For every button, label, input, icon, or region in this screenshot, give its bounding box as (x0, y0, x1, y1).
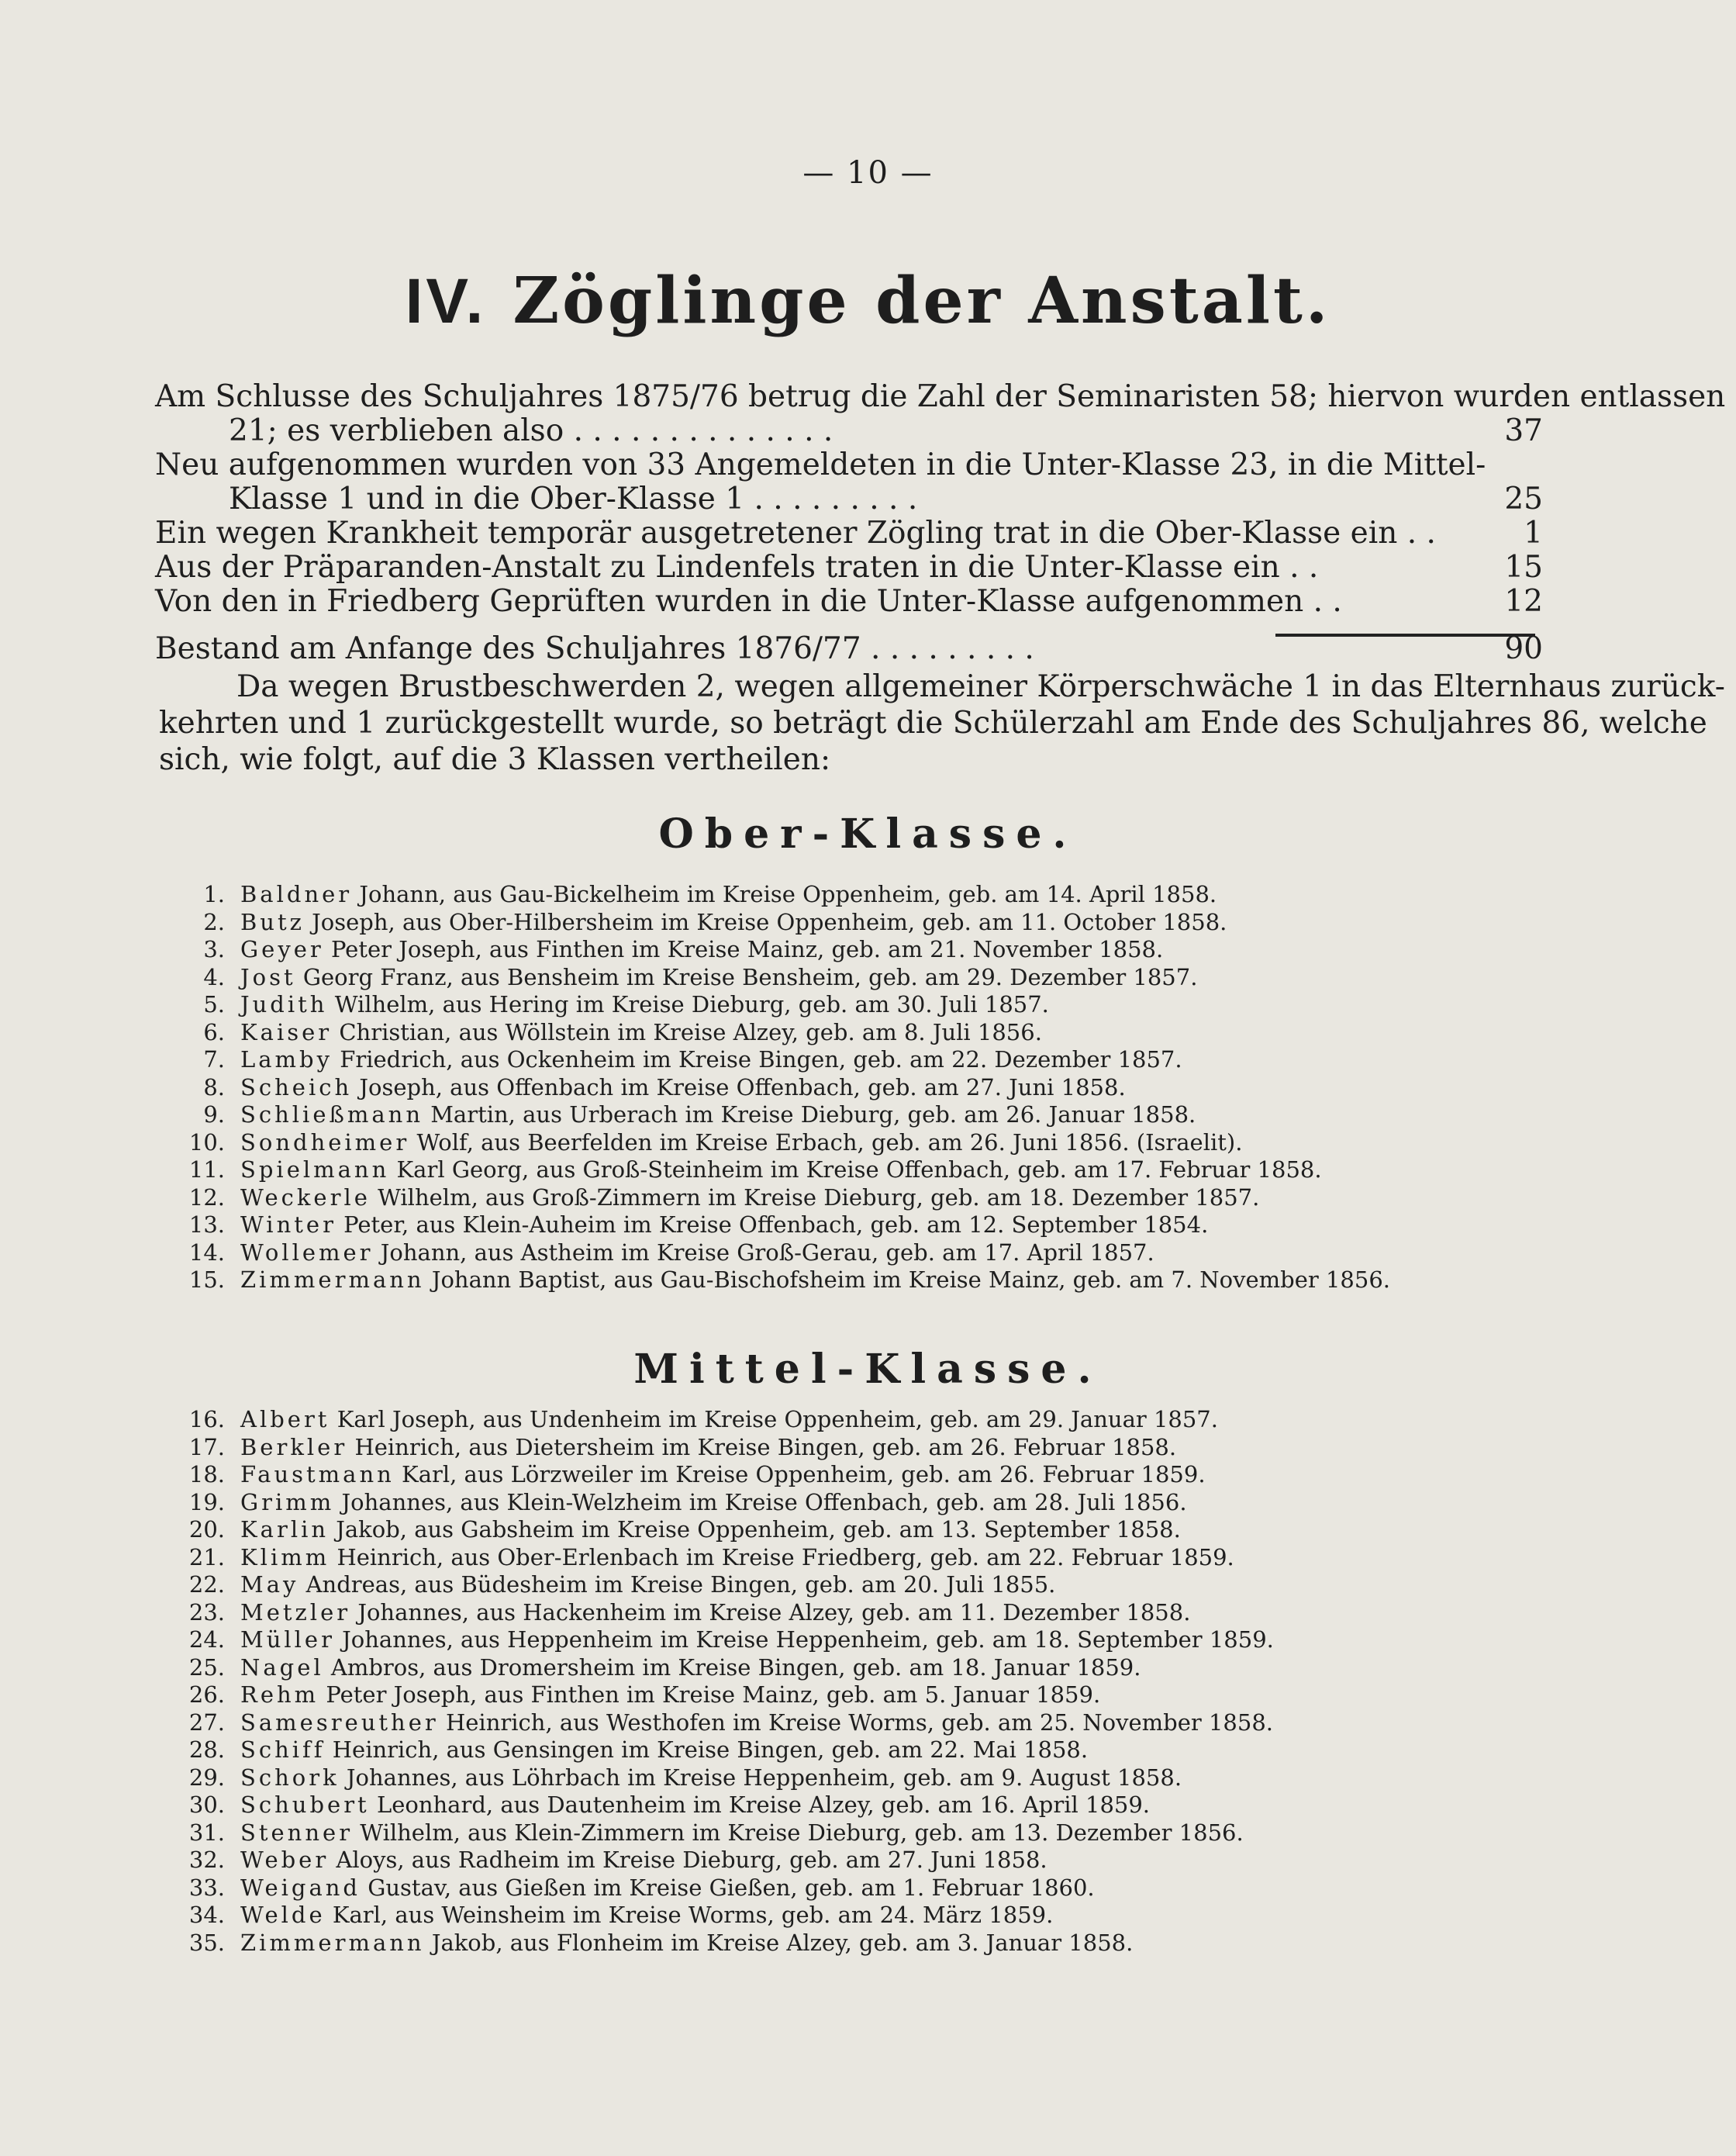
student-surname: Judith (240, 991, 328, 1018)
student-surname: Zimmermann (240, 1266, 425, 1293)
summary-number: 37 (1504, 413, 1543, 448)
student-info: Heinrich, aus Dietersheim im Kreise Bingen, geb. am 26. Februar 1858. (354, 1433, 1177, 1460)
summary-text: Am Schlusse des Schuljahres 1875/76 betrug die Zahl der Seminaristen 58; hiervon wurden entlassen (155, 379, 1726, 414)
student-details (240, 1709, 1273, 1737)
student-number: 4. (203, 963, 225, 990)
summary-number: 1 (1524, 516, 1543, 551)
student-surname: Berkler (240, 1433, 348, 1460)
student-number: 1. (203, 881, 225, 907)
student-number: 12. (188, 1183, 225, 1211)
student-surname: Kaiser (240, 1018, 333, 1045)
student-surname: Spielmann (240, 1156, 390, 1183)
student-details (240, 991, 1049, 1019)
student-info: Johannes, aus Hackenheim im Kreise Alzey, geb. am 11. Dezember 1858. (357, 1598, 1191, 1626)
student-number: 7. (203, 1046, 225, 1073)
student-details (240, 1074, 1126, 1102)
total-number: 90 (1504, 631, 1543, 666)
student-details (240, 1461, 1206, 1489)
student-details (240, 1681, 1100, 1709)
summary-number: 15 (1504, 550, 1543, 585)
student-details (240, 1156, 1322, 1184)
student-number: 17. (188, 1433, 225, 1460)
student-details (240, 1184, 1259, 1212)
paragraph-line: kehrten und 1 zurückgestellt wurde, so beträgt die Schülerzahl am Ende des Schuljahres 86, welche (159, 706, 1707, 741)
student-details (240, 1874, 1095, 1902)
summary-row (155, 585, 1543, 619)
student-number: 6. (203, 1018, 225, 1045)
summary-row (155, 448, 1543, 482)
student-details (240, 964, 1197, 992)
summary-number: 25 (1504, 482, 1543, 517)
mittel-klasse-heading: Mittel-Klasse. (633, 1346, 1103, 1393)
student-surname: Weber (240, 1847, 330, 1873)
student-surname: Metzler (240, 1598, 351, 1626)
student-surname: Butz (240, 908, 305, 935)
student-number: 16. (188, 1406, 225, 1432)
student-surname: Nagel (240, 1653, 324, 1681)
student-details (240, 1599, 1190, 1627)
student-surname: May (240, 1571, 299, 1598)
intro-paragraph (159, 669, 1725, 778)
student-surname: Klimm (240, 1543, 330, 1570)
summary-number: 12 (1504, 584, 1543, 619)
student-info: Joseph, aus Ober-Hilbersheim im Kreise Oppenheim, geb. am 11. October 1858. (312, 908, 1227, 935)
summary-row (155, 517, 1543, 551)
student-info: Andreas, aus Büdesheim im Kreise Bingen, geb. am 20. Juli 1855. (305, 1571, 1056, 1598)
student-surname: Weigand (240, 1874, 361, 1901)
student-details (240, 1847, 1047, 1874)
student-info: Peter Joseph, aus Finthen im Kreise Mainz, geb. am 5. Januar 1859. (326, 1681, 1101, 1708)
student-details (240, 1626, 1274, 1654)
student-number: 32. (188, 1847, 225, 1873)
student-surname: Sondheimer (240, 1128, 410, 1156)
student-surname: Baldner (240, 881, 353, 907)
student-number: 25. (188, 1653, 225, 1681)
student-details (240, 1489, 1187, 1517)
student-info: Johannes, aus Klein-Welzheim im Kreise Offenbach, geb. am 28. Juli 1856. (341, 1488, 1187, 1515)
student-number: 21. (188, 1543, 225, 1570)
student-number: 24. (188, 1626, 225, 1653)
student-details (240, 1211, 1208, 1239)
student-details (240, 1791, 1150, 1819)
student-info: Johannes, aus Heppenheim im Kreise Heppenheim, geb. am 18. September 1859. (342, 1626, 1274, 1653)
title-text: Zöglinge der Anstalt. (513, 264, 1331, 338)
summary-row (155, 551, 1543, 585)
total-row (155, 632, 1543, 666)
page-title (0, 264, 1736, 338)
student-number: 23. (188, 1598, 225, 1626)
student-info: Martin, aus Urberach im Kreise Dieburg, geb. am 26. Januar 1858. (430, 1101, 1196, 1128)
student-surname: Zimmermann (240, 1929, 425, 1956)
student-details (240, 1654, 1141, 1682)
student-number: 27. (188, 1709, 225, 1736)
student-info: Johann, aus Astheim im Kreise Groß-Gerau, geb. am 17. April 1857. (380, 1239, 1154, 1266)
student-surname: Grimm (240, 1488, 335, 1515)
enrollment-summary (155, 379, 1726, 619)
student-info: Friedrich, aus Ockenheim im Kreise Bingen, geb. am 22. Dezember 1857. (340, 1046, 1182, 1073)
student-number: 13. (188, 1211, 225, 1238)
student-details (240, 909, 1227, 937)
student-info: Georg Franz, aus Bensheim im Kreise Bensheim, geb. am 29. Dezember 1857. (302, 963, 1198, 990)
student-number: 8. (203, 1073, 225, 1100)
student-info: Karl, aus Lörzweiler im Kreise Oppenheim, geb. am 26. Februar 1859. (402, 1461, 1206, 1487)
student-info: Johannes, aus Löhrbach im Kreise Heppenheim, geb. am 9. August 1858. (346, 1764, 1182, 1791)
summary-text: 21; es verblieben also . . . . . . . . . . . . . . (229, 413, 833, 448)
student-number: 3. (203, 936, 225, 962)
student-details (240, 1516, 1181, 1544)
student-number: 30. (188, 1791, 225, 1818)
student-info: Wilhelm, aus Klein-Zimmern im Kreise Dieburg, geb. am 13. Dezember 1856. (360, 1819, 1244, 1846)
student-number: 19. (188, 1488, 225, 1515)
student-info: Gustav, aus Gießen im Kreise Gießen, geb. am 1. Februar 1860. (368, 1874, 1095, 1901)
student-number: 26. (188, 1681, 225, 1708)
student-surname: Müller (240, 1626, 335, 1653)
student-info: Peter Joseph, aus Finthen im Kreise Mainz, geb. am 21. November 1858. (330, 936, 1164, 962)
student-details (240, 1764, 1182, 1792)
student-info: Wilhelm, aus Hering im Kreise Dieburg, geb. am 30. Juli 1857. (334, 991, 1049, 1018)
total-text: Bestand am Anfange des Schuljahres 1876/77 . . . . . . . . . (155, 631, 1034, 666)
student-details (240, 1736, 1088, 1764)
summary-text: Von den in Friedberg Geprüften wurden in die Unter-Klasse aufgenommen . . (155, 584, 1342, 619)
student-surname: Jost (240, 963, 296, 990)
student-info: Heinrich, aus Westhofen im Kreise Worms, geb. am 25. November 1858. (445, 1709, 1273, 1736)
student-details (240, 936, 1163, 964)
student-surname: Winter (240, 1211, 337, 1238)
student-surname: Wollemer (240, 1239, 374, 1266)
student-details (240, 1129, 1242, 1157)
student-number: 29. (188, 1764, 225, 1791)
student-details (240, 1019, 1042, 1047)
student-surname: Samesreuther (240, 1709, 439, 1736)
student-details (240, 1046, 1182, 1074)
student-number: 14. (188, 1239, 225, 1266)
student-number: 15. (188, 1266, 225, 1293)
student-surname: Scheich (240, 1073, 353, 1100)
student-surname: Schiff (240, 1736, 326, 1763)
student-details (240, 881, 1217, 909)
student-info: Karl Joseph, aus Undenheim im Kreise Oppenheim, geb. am 29. Januar 1857. (337, 1406, 1218, 1432)
student-number: 28. (188, 1736, 225, 1763)
title-numeral: IV. (405, 266, 487, 337)
student-surname: Stenner (240, 1819, 354, 1846)
student-surname: Schork (240, 1764, 340, 1791)
student-details (240, 1239, 1154, 1267)
student-details (240, 1101, 1196, 1129)
student-number: 2. (203, 908, 225, 935)
student-info: Leonhard, aus Dautenheim im Kreise Alzey, geb. am 16. April 1859. (376, 1791, 1151, 1818)
student-surname: Karlin (240, 1516, 330, 1543)
student-surname: Schubert (240, 1791, 370, 1818)
ober-klasse-heading: Ober-Klasse. (658, 810, 1078, 858)
summary-row (155, 379, 1726, 414)
student-info: Johann Baptist, aus Gau-Bischofsheim im Kreise Mainz, geb. am 7. November 1856. (431, 1266, 1390, 1293)
student-details (240, 1930, 1133, 1957)
student-surname: Schließmann (240, 1101, 424, 1128)
summary-text: Neu aufgenommen wurden von 33 Angemeldeten in die Unter-Klasse 23, in die Mittel- (155, 447, 1486, 482)
student-info: Wilhelm, aus Groß-Zimmern im Kreise Dieburg, geb. am 18. Dezember 1857. (378, 1183, 1260, 1211)
student-number: 34. (188, 1902, 225, 1928)
student-surname: Lamby (240, 1046, 333, 1073)
summary-row (155, 482, 1543, 517)
student-number: 9. (203, 1101, 225, 1128)
student-info: Karl, aus Weinsheim im Kreise Worms, geb. am 24. März 1859. (332, 1902, 1054, 1928)
student-surname: Albert (240, 1406, 330, 1432)
student-number: 20. (188, 1516, 225, 1543)
student-number: 10. (188, 1128, 225, 1156)
summary-text: Klasse 1 und in die Ober-Klasse 1 . . . . . . . . . (229, 482, 918, 517)
student-info: Joseph, aus Offenbach im Kreise Offenbach, geb. am 27. Juni 1858. (359, 1073, 1126, 1100)
student-info: Peter, aus Klein-Auheim im Kreise Offenbach, geb. am 12. September 1854. (343, 1211, 1209, 1238)
student-info: Christian, aus Wöllstein im Kreise Alzey, geb. am 8. Juli 1856. (339, 1018, 1042, 1045)
student-details (240, 1434, 1176, 1462)
student-number: 18. (188, 1461, 225, 1487)
student-details (240, 1406, 1218, 1434)
student-surname: Faustmann (240, 1461, 395, 1487)
student-info: Jakob, aus Gabsheim im Kreise Oppenheim, geb. am 13. September 1858. (336, 1516, 1181, 1543)
student-number: 31. (188, 1819, 225, 1846)
student-info: Johann, aus Gau-Bickelheim im Kreise Oppenheim, geb. am 14. April 1858. (359, 881, 1217, 907)
student-details (240, 1902, 1053, 1930)
summary-text: Ein wegen Krankheit temporär ausgetretener Zögling trat in die Ober-Klasse ein . . (155, 516, 1436, 551)
student-surname: Geyer (240, 936, 324, 962)
student-info: Ambros, aus Dromersheim im Kreise Bingen, geb. am 18. Januar 1859. (330, 1653, 1141, 1681)
paragraph-line: sich, wie folgt, auf die 3 Klassen vertheilen: (159, 742, 831, 777)
student-surname: Welde (240, 1902, 326, 1928)
paragraph-line: Da wegen Brustbeschwerden 2, wegen allgemeiner Körperschwäche 1 in das Elternhaus zurück- (236, 669, 1725, 704)
student-number: 33. (188, 1874, 225, 1901)
student-number: 5. (203, 991, 225, 1018)
summary-row (155, 414, 1543, 448)
student-number: 11. (188, 1156, 225, 1183)
student-details (240, 1571, 1055, 1599)
student-number: 22. (188, 1571, 225, 1598)
summary-text: Aus der Präparanden-Anstalt zu Lindenfels traten in die Unter-Klasse ein . . (155, 550, 1319, 585)
student-number: 35. (188, 1929, 225, 1956)
page-number: — 10 — (802, 155, 934, 191)
student-info: Heinrich, aus Ober-Erlenbach im Kreise Friedberg, geb. am 22. Februar 1859. (337, 1543, 1234, 1570)
student-details (240, 1266, 1390, 1294)
student-info: Karl Georg, aus Groß-Steinheim im Kreise Offenbach, geb. am 17. Februar 1858. (396, 1156, 1322, 1183)
student-info: Jakob, aus Flonheim im Kreise Alzey, geb. am 3. Januar 1858. (431, 1929, 1134, 1956)
student-details (240, 1819, 1244, 1847)
student-info: Aloys, aus Radheim im Kreise Dieburg, geb. am 27. Juni 1858. (336, 1847, 1047, 1873)
student-info: Heinrich, aus Gensingen im Kreise Bingen, geb. am 22. Mai 1858. (332, 1736, 1089, 1763)
student-info: Wolf, aus Beerfelden im Kreise Erbach, geb. am 26. Juni 1856. (Israelit). (416, 1128, 1243, 1156)
student-surname: Rehm (240, 1681, 319, 1708)
student-surname: Weckerle (240, 1183, 371, 1211)
student-details (240, 1544, 1234, 1572)
